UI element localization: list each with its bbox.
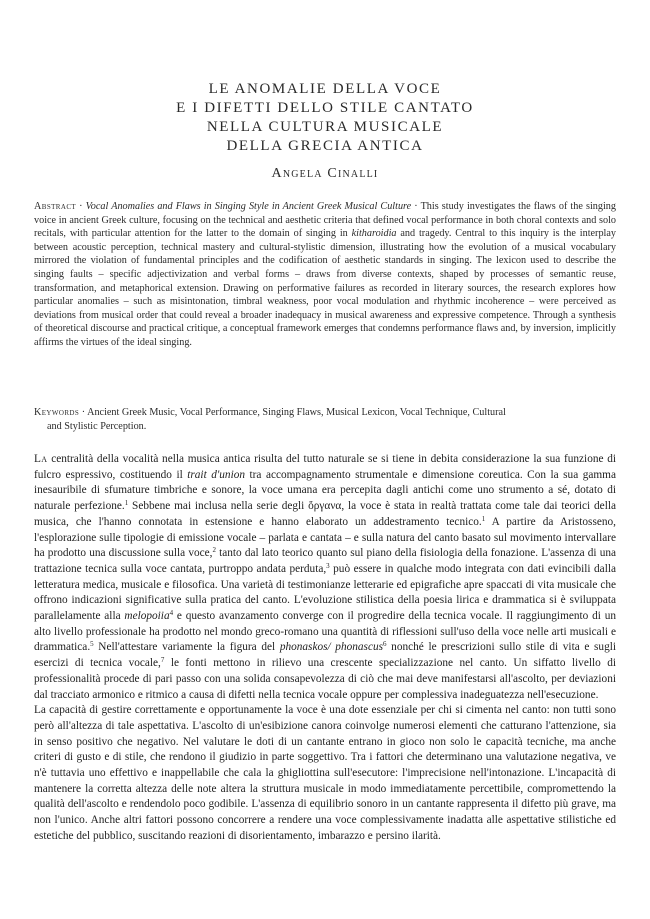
- p1-k: le fonti mettono in rilievo una crescente specializzazione nel canto. Un siffatto livello di professionalità procede di pari passo con una solida consapevolezza di ciò che mai deve manifestarsi all'ascolto, per deviazioni dal tracciato armonico e ritmico a causa di difetti nella tecnica vocale oppure per complessiva inadeguatezza nell'esecuzione.: [34, 657, 616, 701]
- title-line-2: E I DIFETTI DELLO STILE CANTATO: [176, 100, 474, 116]
- abstract-separator: ·: [76, 201, 86, 212]
- keywords-text-2: and Stylistic Perception.: [47, 420, 147, 432]
- p1-f: tanto dal lato teorico quanto sul piano della fisiologia della fonazione. L'assenza di una trattazione tecnica sulla voce cantata, purtroppo andata perduta,: [34, 547, 617, 575]
- title-line-3: NELLA CULTURA MUSICALE: [206, 119, 444, 135]
- p1-a: centralità della vocalità nella musica antica risulta del tutto naturale se si tiene in debita considerazione la sua funzione di fulcro espressivo, costituendo il: [34, 453, 616, 481]
- keywords-separator: ·: [79, 407, 88, 418]
- p1-j: nonché le prescrizioni sullo stile di vita e sugli esercizi di tecnica vocale,: [34, 641, 617, 670]
- paragraph-2: La capacità di gestire correttamente e opportunamente la voce è una dote essenziale per chi si cimenta nel canto: non tutti sono però all'altezza di tale aspettativa. L'ascolto di un'esibizione canora coinvolge numerosi elementi che catturano l'attenzione, sia in senso positivo che negativo. Nel valutare le doti di un cantante entrano in gioco non solo le capacità tecniche, ma anche criteri di gusto e di stile, che rendono il giudizio in parte soggettivo. Tra i fattori che determinano una valutazione negativa, ve n'è tuttavia uno effettivo e inappellabile che cala la ghigliottina sull'esecutore: l'imprecisione nell'intonazione. L'incapacità di mantenere la corretta altezza delle note altera la struttura musicale in modo immediatamente percettibile, compromettendo la qualità dell'ascolto e rendendolo poco godibile. L'assenza di equilibrio sonoro in un cantante rappresenta il difetto più grave, ma non l'unico. Anche altri fattori possono concorrere a rendere una voce complessivamente inadatta alle aspettative stilistiche ed estetiche del pubblico, suscitando reazioni di disorientamento, imbarazzo e persino ilarità.: [34, 704, 616, 842]
- footnote-ref-1: 1: [124, 499, 129, 508]
- footnote-ref-3: 3: [326, 561, 330, 570]
- abstract-text-b: and tragedy. Central to this inquiry is the interplay between acoustic perception, technical mastery and cultural-stylistic dimension, illustrating how the evolution of a musical vocabulary mirrored the violation of fundamental principles and the codification of aesthetic standards in singing. The lexicon used to describe the singing faults – specific adjectivization and verbal forms – draws from diverse contexts, shaped by processes of semantic reuse, transformation, and metaphorical extension. Drawing on performative failures as recorded in literary sources, the research explores how particular anomalies – such as misintonation, timbral weakness, poor vocal modulation and rhythmic incoherence – were perceived as deviations from musical order that could reveal a broader inadequacy in musical awareness and expressive competence. Through a synthesis of theoretical discourse and practical critique, a conceptual framework emerges that condemns performance flaws and, by inversion, implicitly affirms the virtues of the ideal singing.: [34, 228, 616, 348]
- abstract-text-a: · This study investigates the flaws of the singing voice in ancient Greek culture, focusing on the technical and aesthetic criteria that defined vocal performance in both choral contexts and solo recitals, with particular attention for the latter to the domain of singing in: [34, 201, 616, 240]
- abstract-english-title: Vocal Anomalies and Flaws in Singing Style in Ancient Greek Musical Culture: [85, 201, 412, 212]
- article-title: [0, 80, 650, 156]
- p1-greek-organa: ὄργανα: [308, 500, 342, 513]
- keywords-label: Keywords: [34, 407, 80, 418]
- author-name: Angela Cinalli: [271, 166, 379, 181]
- footnote-ref-7: 7: [160, 656, 165, 665]
- abstract: [34, 200, 616, 350]
- footnote-ref-5: 5: [90, 640, 94, 649]
- footnote-ref-4: 4: [169, 609, 174, 618]
- paragraph-1: [34, 452, 616, 703]
- abstract-label: Abstract: [34, 201, 77, 212]
- p1-g: può essere in qualche modo integrata con dati evincibili dalla letteratura medica, musicale e filosofica. Una varietà di testimonianze letterarie ed epigrafiche apre spaccati di vita musicale che offrono indicazioni significative sulla pratica del canto. L'evoluzione stilistica della poesia lirica e drammatica si è sviluppata parallelamente alla: [34, 562, 616, 623]
- p1-b: tra accompagnamento strumentale e dimensione coreutica. Con la sua gamma inesauribile di sfumature timbriche e sonore, la voce umana era percepita dagli antichi come uno strumento a sé, dotato di naturale perfezione.: [34, 468, 616, 513]
- p1-d: , la voce è stata in realtà trattata come tale dai teorici della musica, che l'hanno connotata in estensione e hanno elaborato un addestramento tecnico.: [34, 500, 616, 528]
- title-line-4: DELLA GRECIA ANTICA: [226, 138, 424, 154]
- paragraph-1-lead: La: [34, 453, 48, 465]
- footnote-ref-2: 2: [212, 546, 216, 555]
- p1-c: Sebbene mai inclusa nella serie degli: [128, 500, 309, 513]
- p1-h: e questo avanzamento converge con il progredire della tecnica vocale. Il raggiungimento di un alto livello professionale ha prodotto nel mondo greco-romano una quantità di riflessioni sull'uso della voce nelle arti musicali e drammatica.: [34, 610, 616, 654]
- keywords-text-1: Ancient Greek Music, Vocal Performance, Singing Flaws, Musical Lexicon, Vocal Technique, Cultural: [87, 407, 506, 418]
- footnote-ref-6: 6: [383, 640, 387, 649]
- p1-melopoiia: melopoiia: [124, 610, 170, 623]
- p1-trait-dunion: trait d'union: [187, 468, 246, 481]
- abstract-kitharoidia: kitharoidia: [351, 228, 397, 240]
- keywords: [34, 406, 616, 433]
- p1-i: Nell'attestare variamente la figura del: [93, 641, 280, 654]
- p1-e: A partire da Aristosseno, l'esplorazione sulle tipologie di emissione vocale – parlata e cantata – e sulla natura del canto basato sul movimento intervallare ha prodotto una discussione sulla voce,: [34, 515, 616, 560]
- body-text: [34, 452, 616, 845]
- footnote-ref-1b: 1: [481, 514, 486, 523]
- p1-phonaskos: phonaskos/ phonascus: [279, 641, 384, 654]
- title-line-1: LE ANOMALIE DELLA VOCE: [208, 81, 442, 97]
